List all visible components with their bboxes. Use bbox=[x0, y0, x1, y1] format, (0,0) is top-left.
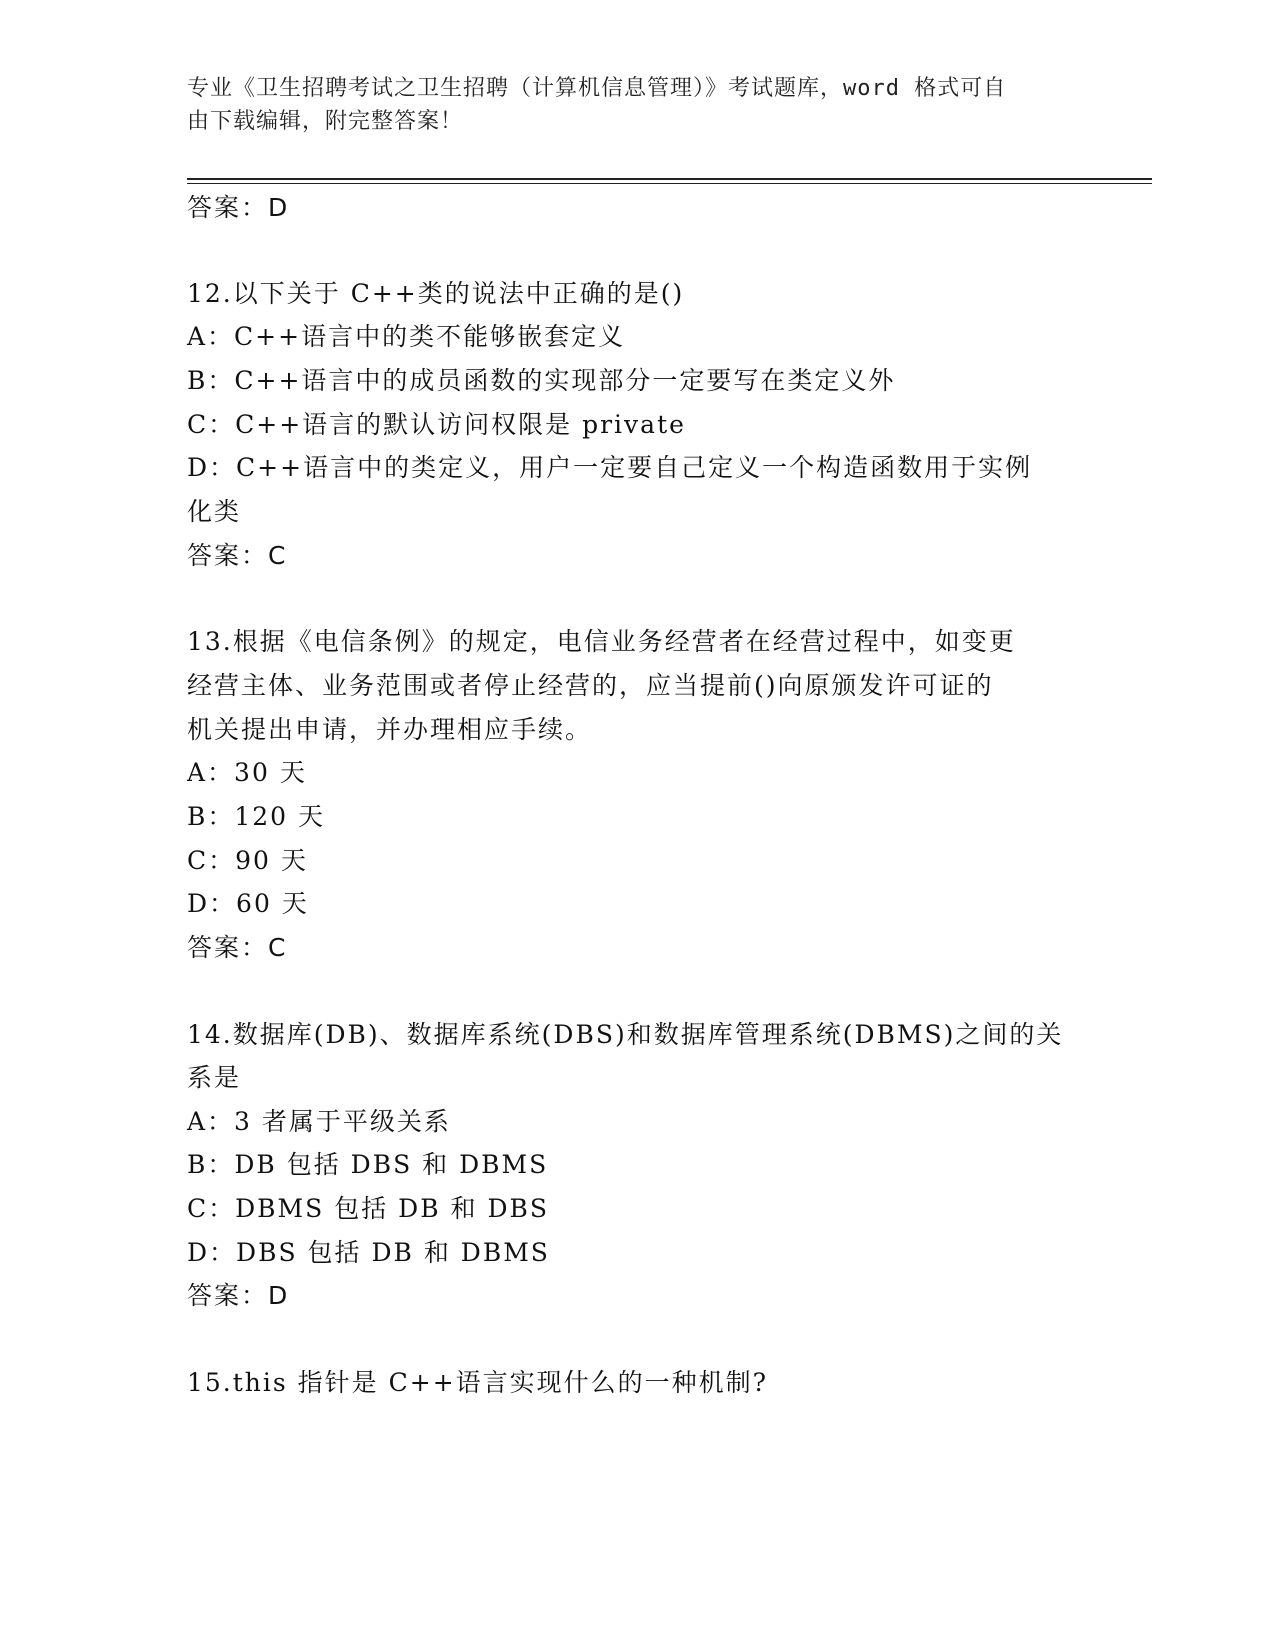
q13-answer: 答案：C bbox=[187, 933, 288, 962]
q12-option-d-line2: 化类 bbox=[187, 497, 242, 526]
q14-option-a: A：3 者属于平级关系 bbox=[187, 1107, 451, 1136]
q13-option-a: A：30 天 bbox=[187, 758, 307, 787]
header-rule-thick bbox=[187, 178, 1152, 180]
q14-option-b: B：DB 包括 DBS 和 DBMS bbox=[187, 1150, 549, 1179]
q13-stem-line1: 13.根据《电信条例》的规定，电信业务经营者在经营过程中，如变更 bbox=[187, 627, 1016, 656]
q14-answer: 答案：D bbox=[187, 1281, 290, 1310]
q14-stem-line1: 14.数据库(DB)、数据库系统(DBS)和数据库管理系统(DBMS)之间的关 bbox=[187, 1020, 1064, 1049]
q12-answer: 答案：C bbox=[187, 541, 288, 570]
q12-option-d-line1: D：C++语言中的类定义，用户一定要自己定义一个构造函数用于实例 bbox=[187, 453, 1033, 482]
answer-previous: 答案：D bbox=[187, 193, 290, 222]
q14-stem-line2: 系是 bbox=[187, 1063, 242, 1092]
q12-option-a: A：C++语言中的类不能够嵌套定义 bbox=[187, 322, 626, 351]
q13-stem-line3: 机关提出申请，并办理相应手续。 bbox=[187, 715, 593, 744]
q13-option-c: C：90 天 bbox=[187, 846, 308, 875]
q15-stem: 15.this 指针是 C++语言实现什么的一种机制? bbox=[187, 1368, 769, 1397]
q12-option-b: B：C++语言中的成员函数的实现部分一定要写在类定义外 bbox=[187, 366, 896, 395]
q14-option-c: C：DBMS 包括 DB 和 DBS bbox=[187, 1194, 550, 1223]
q13-option-b: B：120 天 bbox=[187, 802, 326, 831]
header-line-2: 由下载编辑，附完整答案！ bbox=[187, 109, 464, 134]
header-line-1: 专业《卫生招聘考试之卫生招聘（计算机信息管理）》考试题库，word 格式可自 bbox=[187, 76, 1007, 101]
q12-stem: 12.以下关于 C++类的说法中正确的是() bbox=[187, 279, 685, 308]
page-header bbox=[187, 72, 1067, 138]
q14-option-d: D：DBS 包括 DB 和 DBMS bbox=[187, 1238, 550, 1267]
header-rule-thin bbox=[187, 183, 1152, 184]
q13-option-d: D：60 天 bbox=[187, 889, 309, 918]
q12-option-c: C：C++语言的默认访问权限是 private bbox=[187, 410, 686, 439]
q13-stem-line2: 经营主体、业务范围或者停止经营的，应当提前()向原颁发许可证的 bbox=[187, 671, 994, 700]
